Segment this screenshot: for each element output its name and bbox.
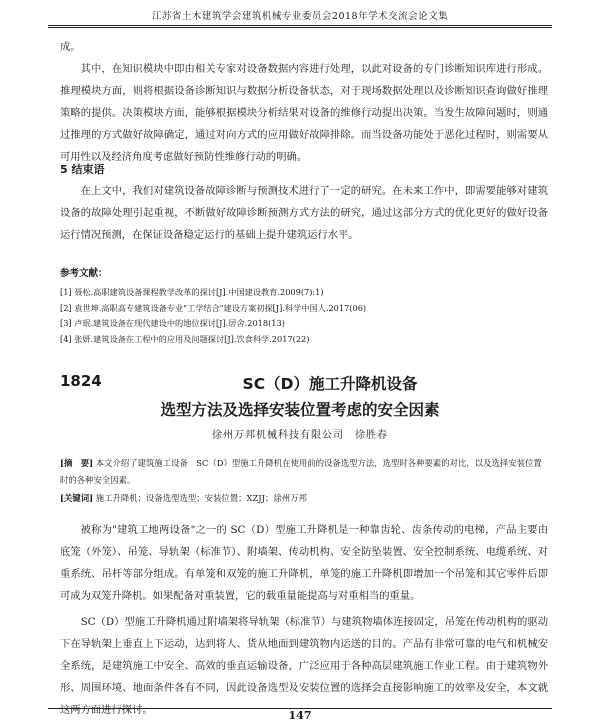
keywords <box>60 490 544 507</box>
abstract-label: [摘 要] <box>60 458 94 468</box>
continuation-text <box>60 36 548 168</box>
header-rule <box>48 27 552 28</box>
continuation-paragraph: 成。 <box>60 41 81 53</box>
intro-paragraph: 被称为"建筑工地两设备"之一的 SC（D）型施工升降机是一种靠齿轮、齿条传动的电梯，产品主要由底笼（外笼）、吊笼、导轨架（标准节）、附墙架、传动机构、安全防坠装置、安全控制系统、电缆系统、对重系统、吊杆等部分组成。有单笼和双笼的施工升降机，单笼的施工升降机即增加一个吊笼和其它零件后即可成为双笼升降机。如果配备对重装置，它的载重量能提高与对重相当的重量。 <box>60 524 548 602</box>
reference-item: [1] 聂松.高职建筑设备课程教学改革的探讨[J].中国建设教育.2009(7):1) <box>60 287 324 297</box>
running-header: 江苏省土木建筑学会建筑机械专业委员会2018年学术交流会论文集 <box>48 8 552 26</box>
intro-paragraph: SC（D）型施工升降机通过附墙架将导轨架（标准节）与建筑物墙体连接固定，吊笼在传动机构的驱动下在导轨架上垂直上下运动，达到将人、货从地面到建筑物内运送的目的。产品有非常可靠的电气和机械安全系统，是建筑施工中安全、高效的垂直运输设备，广泛应用于各种高层建筑施工作业工程。由于建筑物外形、周围环境、地面条件各有不同，因此设备选型及安装位置的选择会直接影响施工的效率及安全，本文就这两方面进行探讨。 <box>60 616 548 716</box>
page-number: 147 <box>288 709 312 722</box>
article-title-line1: SC（D）施工升降机设备 <box>242 375 418 393</box>
article-number: 1824 <box>60 372 102 390</box>
reference-item: [4] 张妍.建筑设备在工程中的应用及问题探讨[J].饮食科学.2017(22) <box>60 333 310 344</box>
section-heading: 5 结束语 <box>60 163 105 176</box>
conclusion-paragraph: 在上文中，我们对建筑设备故障诊断与预测技术进行了一定的研究。在未来工作中，即需要能够对建筑设备的故障处理引起重视，不断做好故障诊断预测方式方法的研究，通过这部分方式的优化更好的做好设备运行情况预测，在保证设备稳定运行的基础上提升建筑运行水平。 <box>60 185 548 241</box>
reference-list <box>60 285 366 347</box>
abstract-text: 本文介绍了建筑施工设备 SC（D）型施工升降机在使用前的设备选型方法，选型时各种要素的对比，以及选择安装位置时的各种安全因素。 <box>60 458 542 485</box>
author-affiliation: 徐州万邦机械科技有限公司 徐胜春 <box>212 430 388 441</box>
keywords-label: [关键词] <box>60 493 94 503</box>
reference-item: [3] 卢珉.建筑设备在现代建设中的地位探讨[J].居舍.2018(13) <box>60 318 285 328</box>
abstract <box>60 455 544 489</box>
keywords-text: 施工升降机；设备选型选型；安装位置；XZJJ；徐州万邦 <box>95 493 307 503</box>
article-title-line2: 选型方法及选择安装位置考虑的安全因素 <box>160 401 440 419</box>
references-heading: 参考文献： <box>60 268 108 279</box>
continuation-paragraph: 其中，在知识模块中即由相关专家对设备数据内容进行处理，以此对设备的专门诊断知识库进行形成。推理模块方面，则将根据设备诊断知识与数据分析设备状态，对于现场数据处理以及诊断知识查询做好推理策略的提供。决策模块方面，能够根据模块分析结果对设备的维修行动提出决策。当发生故障问题时，则通过推理的方式做好故障确定，通过对向方式的应用做好故障排除。而当设备功能处于恶化过程时，则需要从可用性以及经济角度考虑做好预防性维修行动的明确。 <box>60 63 548 163</box>
reference-item: [2] 袁世坤.高职高专建筑设备专业"工学结合"建设方案初探[J].科学中国人.2017(06) <box>60 302 367 313</box>
